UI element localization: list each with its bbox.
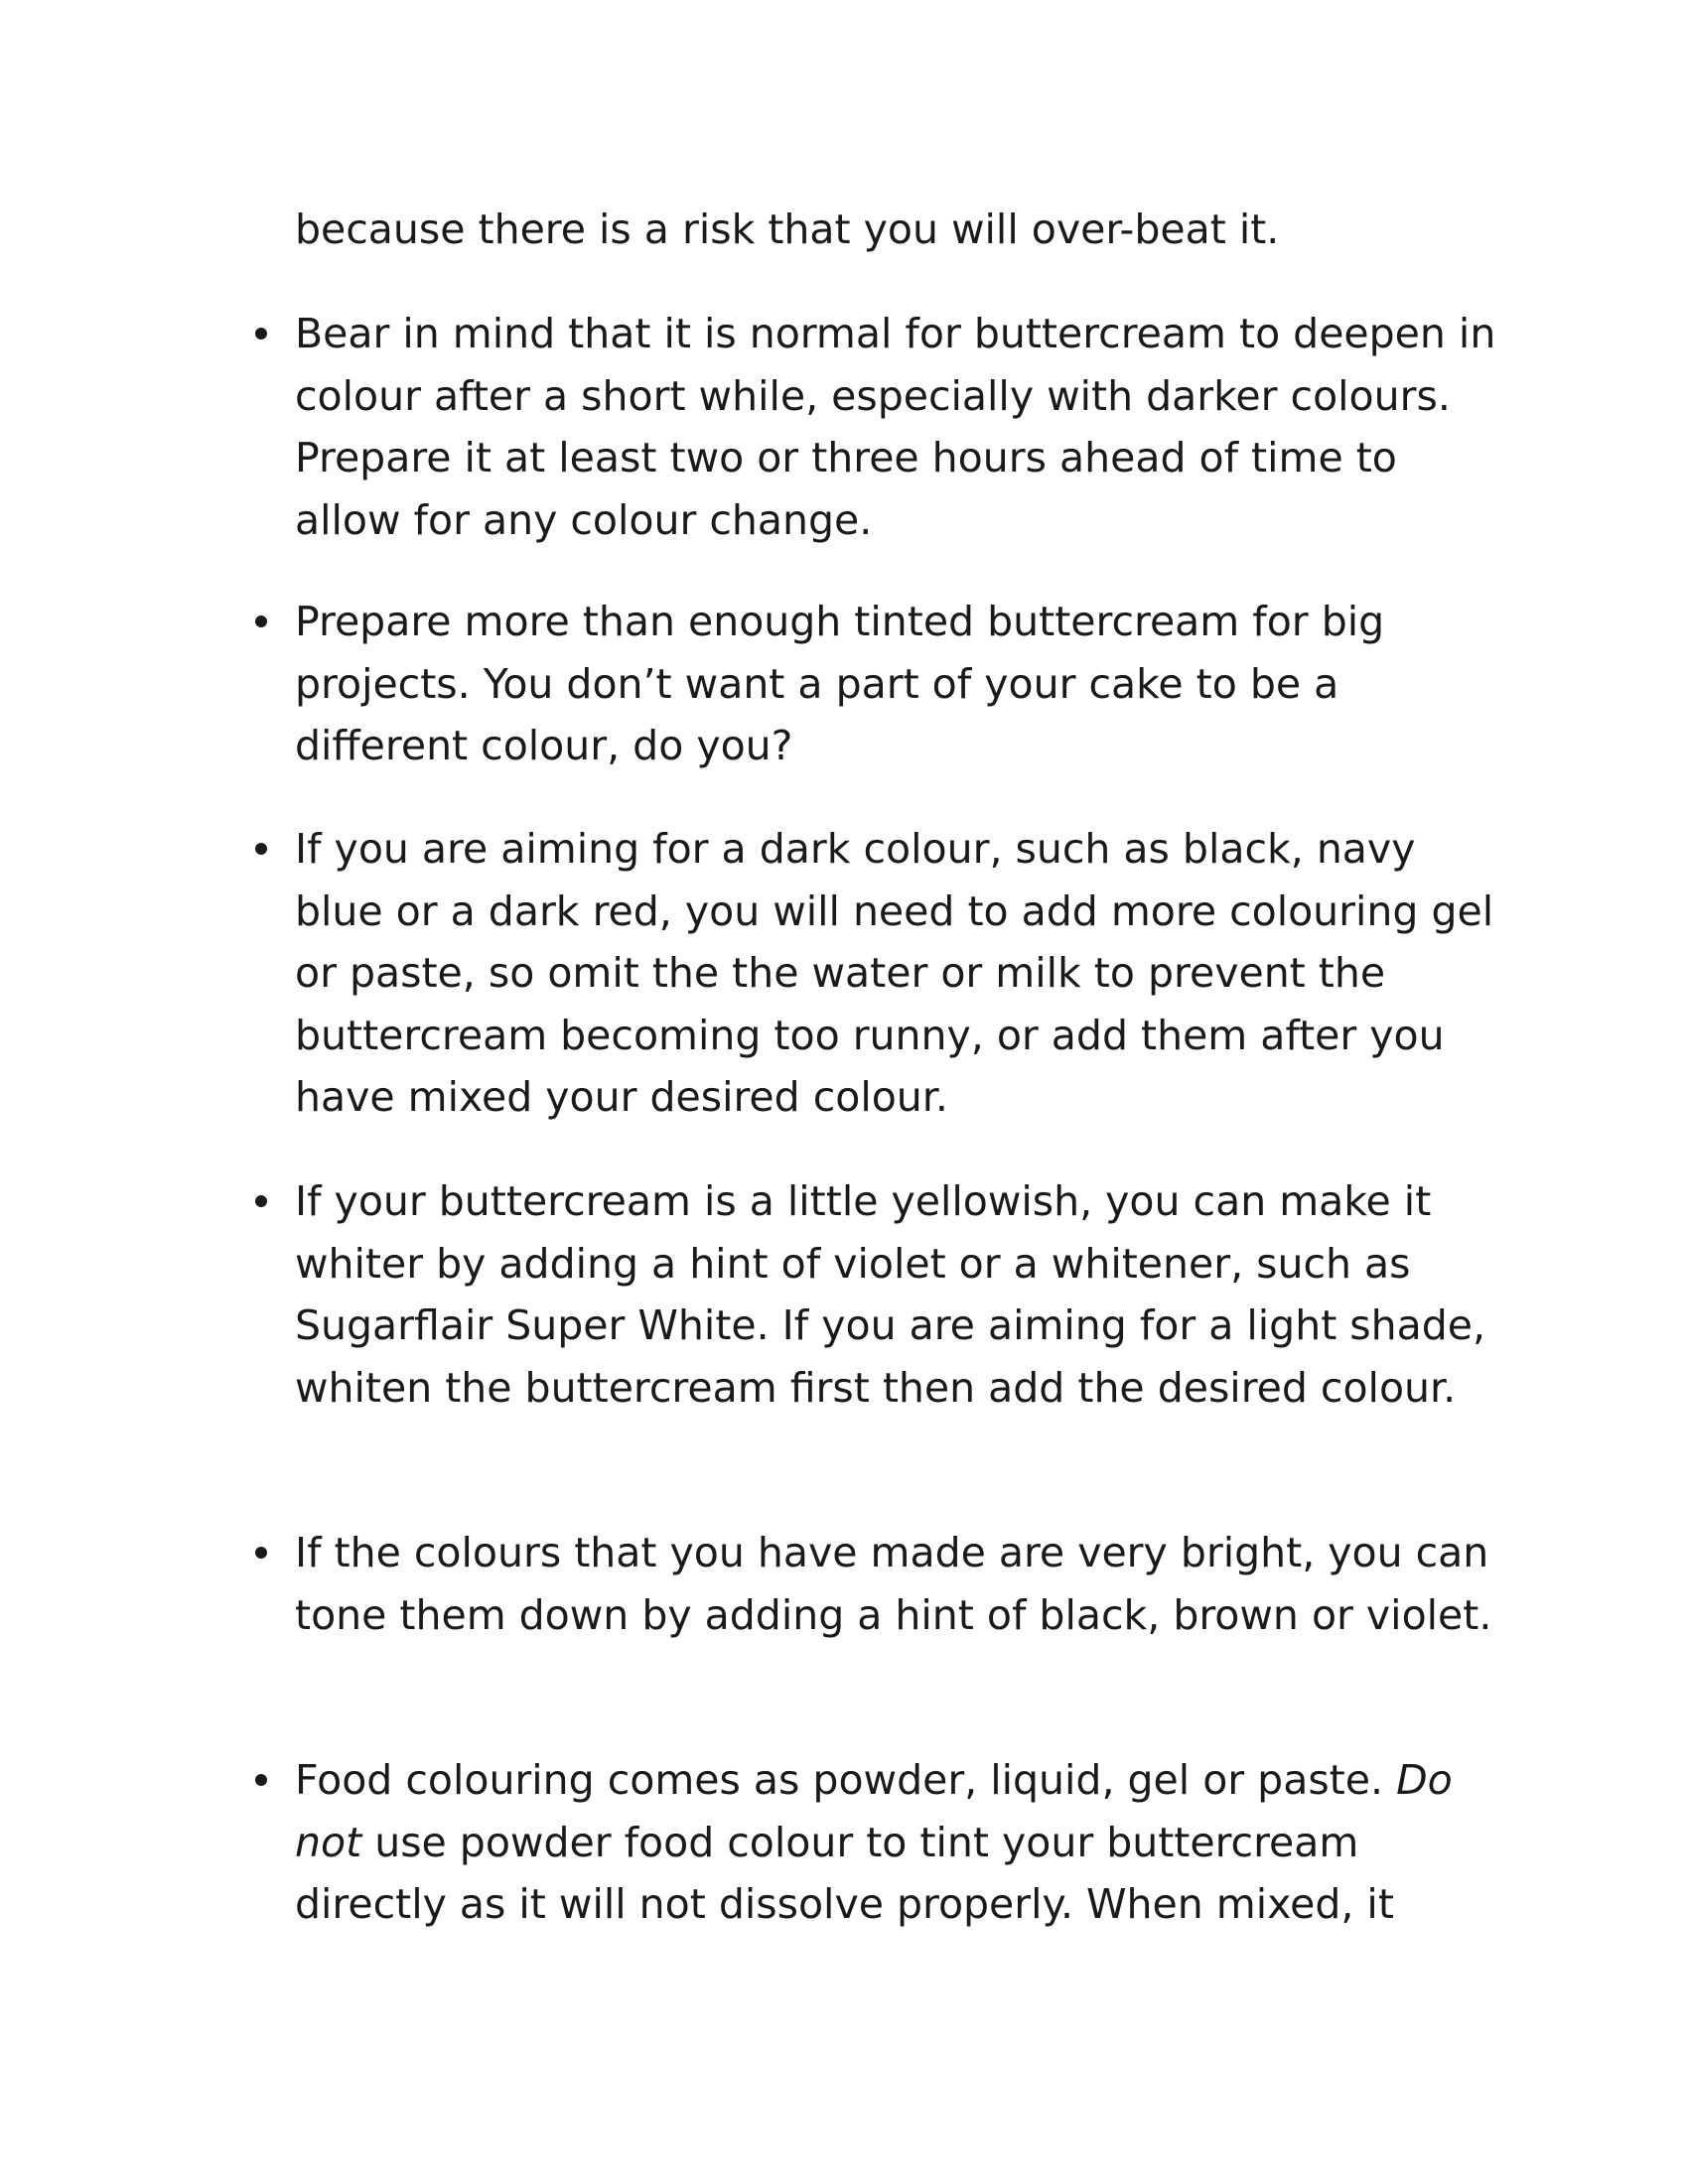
bullet-icon: [255, 1774, 267, 1786]
bullet-icon: [255, 328, 267, 340]
bullet-icon: [255, 1195, 267, 1207]
list-item-text-after: use powder food colour to tint your buttercream directly as it will not dissolve properly. When mixed, it: [295, 1818, 1394, 1928]
bullet-icon: [255, 843, 267, 855]
list-item-text-before: Food colouring comes as powder, liquid, gel or paste.: [295, 1756, 1384, 1804]
bullet-icon: [255, 615, 267, 627]
list-item: [295, 818, 1496, 1129]
list-item-text: If you are aiming for a dark colour, such as black, navy blue or a dark red, you will need to add more colouring gel or paste, so omit the the water or milk to prevent the buttercream becoming too runny, or add them after you have mixed your desired colour.: [295, 825, 1494, 1121]
list-item: [295, 303, 1496, 551]
list-item-text: If the colours that you have made are very bright, you can tone them down by adding a hint of black, brown or violet.: [295, 1529, 1492, 1639]
bullet-icon: [255, 1547, 267, 1559]
emphasis-text: Do not: [295, 1756, 1453, 1866]
list-item: [295, 591, 1496, 777]
continuation-paragraph: because there is a risk that you will over-beat it.: [295, 205, 1280, 253]
list-item: [295, 1522, 1496, 1646]
list-item-text: Prepare more than enough tinted buttercream for big projects. You don’t want a part of your cake to be a different colour, do you?: [295, 598, 1385, 769]
list-item-text: If your buttercream is a little yellowish, you can make it whiter by adding a hint of violet or a whitener, such as Sugarflair Super White. If you are aiming for a light shade, whiten the buttercream first then add the desired colour.: [295, 1177, 1486, 1412]
list-item-text: Bear in mind that it is normal for buttercream to deepen in colour after a short while, especially with darker colours. Prepare it at least two or three hours ahead of time to allow for any colour change.: [295, 310, 1496, 544]
list-item: [295, 1170, 1496, 1419]
list-item: [295, 1749, 1496, 1936]
